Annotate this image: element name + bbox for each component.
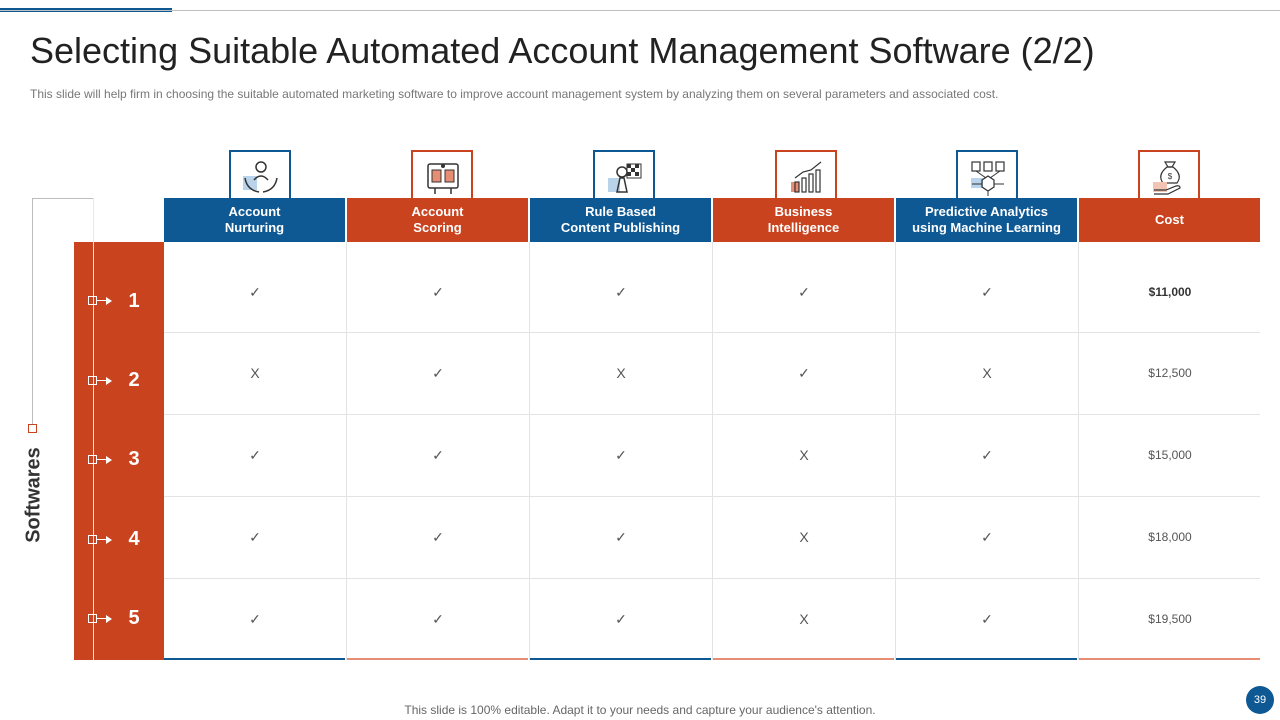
- table-cell: ✓: [249, 284, 261, 300]
- table-cell: ✓: [981, 529, 993, 545]
- svg-text:$: $: [1167, 172, 1173, 181]
- cost-cell: $18,000: [1148, 530, 1192, 544]
- table-cell: ✓: [615, 284, 627, 300]
- bottom-accent: [896, 658, 1077, 660]
- row-arrow-marker: [88, 376, 116, 386]
- col-header-rule-based-content-publishing: Rule Based Content Publishing: [530, 198, 711, 242]
- table-cell: X: [982, 365, 992, 381]
- table-cell: ✓: [798, 284, 810, 300]
- row-number: 3: [128, 448, 140, 470]
- table-cell: ✓: [249, 611, 261, 627]
- nurturing-hands-icon: [229, 150, 291, 200]
- table-cell: ✓: [615, 447, 627, 463]
- col-header-business-intelligence: Business Intelligence: [713, 198, 894, 242]
- grid-hline: [164, 578, 1260, 579]
- col-header-cost: Cost: [1079, 198, 1260, 242]
- row-arrow-marker: [88, 535, 116, 545]
- bottom-accent: [164, 658, 345, 660]
- scoreboard-icon: [411, 150, 473, 200]
- table-cell: ✓: [249, 447, 261, 463]
- row-number: 5: [128, 607, 140, 629]
- softwares-label: Softwares: [22, 447, 45, 543]
- bottom-accent: [713, 658, 894, 660]
- col-header-predictive-analytics: Predictive Analytics using Machine Learning: [896, 198, 1077, 242]
- table-cell: ✓: [615, 611, 627, 627]
- row-connector-line: [93, 198, 94, 660]
- col-header-account-scoring: Account Scoring: [347, 198, 528, 242]
- table-cell: X: [250, 365, 260, 381]
- bottom-accent: [1079, 658, 1260, 660]
- grid-hline: [164, 496, 1260, 497]
- grid-hline: [164, 414, 1260, 415]
- table-cell: X: [799, 611, 809, 627]
- bar-chart-icon: [775, 150, 837, 200]
- bottom-accent: [347, 658, 528, 660]
- row-arrow-marker: [88, 296, 116, 306]
- cost-cell: $12,500: [1148, 366, 1192, 380]
- slide-title: Selecting Suitable Automated Account Management Software (2/2): [30, 30, 1095, 71]
- cost-cell: $11,000: [1148, 285, 1192, 299]
- bracket-node: [28, 424, 37, 433]
- table-cell: ✓: [432, 365, 444, 381]
- grid-hline: [164, 332, 1260, 333]
- table-cell: ✓: [981, 284, 993, 300]
- footer-note: This slide is 100% editable. Adapt it to your needs and capture your audience's attention.: [404, 703, 876, 717]
- row-arrow-marker: [88, 455, 116, 465]
- network-files-icon: [956, 150, 1018, 200]
- table-cell: ✓: [981, 447, 993, 463]
- table-cell: ✓: [249, 529, 261, 545]
- cost-cell: $19,500: [1148, 612, 1192, 626]
- table-cell: X: [799, 529, 809, 545]
- slide-subtitle: This slide will help firm in choosing the suitable automated marketing software to improve account management system by analyzing them on several parameters and associated cost.: [30, 87, 999, 101]
- table-cell: X: [616, 365, 626, 381]
- row-number: 4: [128, 528, 140, 550]
- col-header-account-nurturing: Account Nurturing: [164, 198, 345, 242]
- table-cell: ✓: [981, 611, 993, 627]
- table-cell: ✓: [432, 611, 444, 627]
- table-cell: ✓: [432, 529, 444, 545]
- table-cell: X: [799, 447, 809, 463]
- chess-piece-icon: [593, 150, 655, 200]
- cost-cell: $15,000: [1148, 448, 1192, 462]
- top-rule: [0, 10, 1280, 11]
- page-number: 39: [1246, 686, 1274, 714]
- table-cell: ✓: [432, 284, 444, 300]
- row-number: 1: [128, 290, 140, 312]
- table-cell: ✓: [615, 529, 627, 545]
- table-cell: ✓: [432, 447, 444, 463]
- row-number: 2: [128, 369, 140, 391]
- table-cell: ✓: [798, 365, 810, 381]
- bottom-accent: [530, 658, 711, 660]
- money-bag-hand-icon: [1138, 150, 1200, 200]
- row-arrow-marker: [88, 614, 116, 624]
